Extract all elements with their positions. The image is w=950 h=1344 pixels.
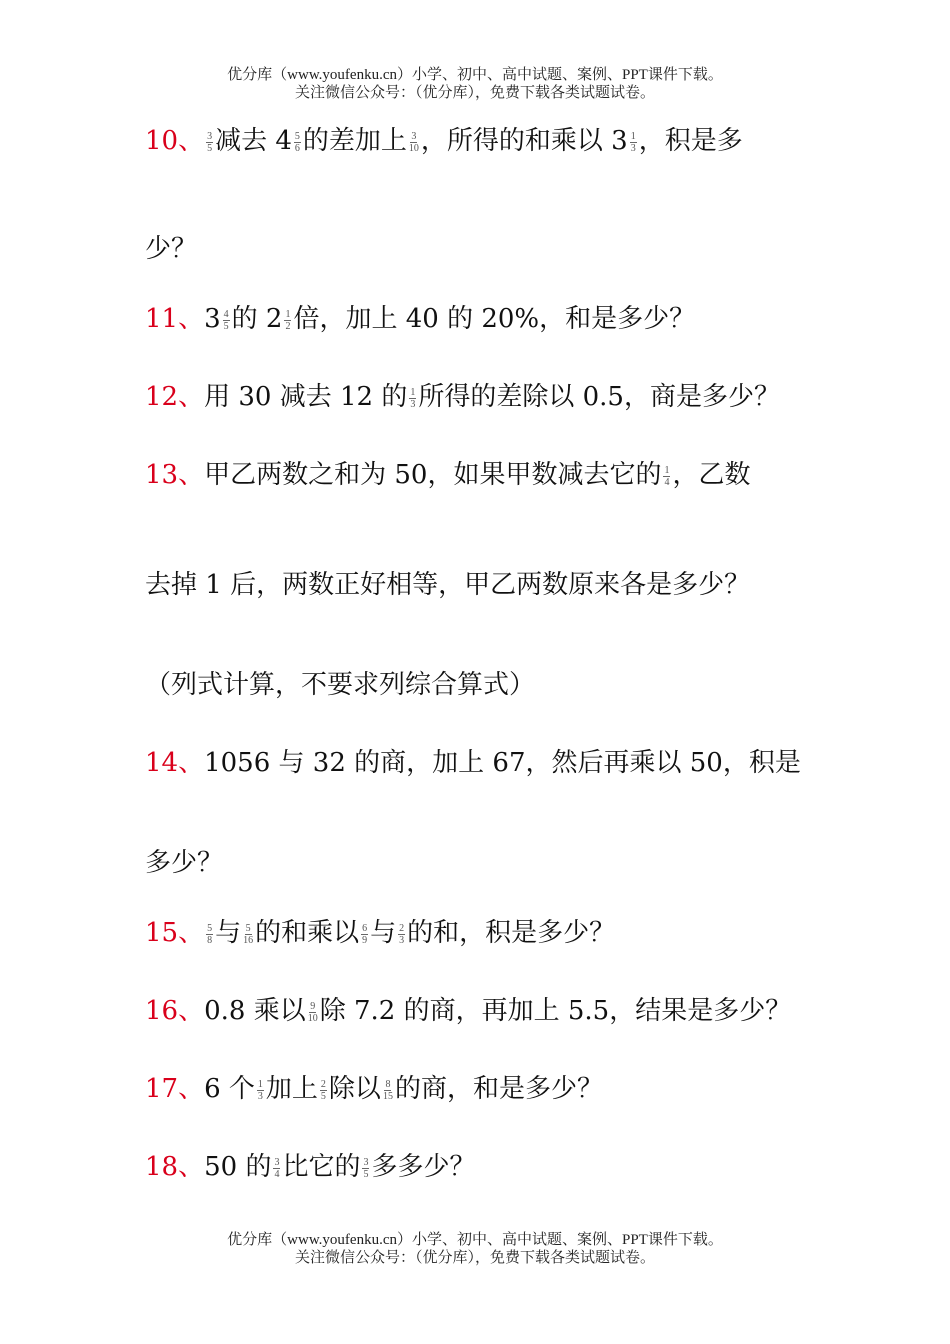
problem-text: 50 的	[204, 1152, 272, 1182]
numerator: 3	[363, 1156, 369, 1168]
denominator: 5	[223, 320, 229, 332]
denominator: 4	[664, 476, 670, 488]
fraction	[383, 1079, 393, 1102]
fraction	[284, 309, 291, 332]
problem-15	[145, 916, 615, 950]
denominator: 4	[274, 1168, 280, 1180]
problem-11	[145, 302, 695, 336]
problem-number: 18、	[145, 1152, 205, 1182]
problem-number: 15、	[145, 918, 205, 948]
header-line-1: 优分库（www.youfenku.cn）小学、初中、高中试题、案例、PPT课件下载。	[227, 67, 723, 83]
problem-13	[145, 458, 750, 492]
problem-10	[145, 124, 743, 158]
fraction	[663, 465, 670, 488]
problem-text: 0.8 乘以	[204, 996, 306, 1026]
problem-text: 比它的	[282, 1152, 361, 1182]
numerator: 8	[385, 1078, 391, 1090]
denominator: 3	[399, 934, 405, 946]
problem-text: 加上	[265, 1074, 318, 1104]
denominator: 9	[362, 934, 368, 946]
problem-text: 除 7.2 的商，再加上 5.5，结果是多少？	[319, 996, 792, 1026]
problem-text: 3	[204, 304, 221, 334]
problem-number: 14、	[145, 748, 205, 778]
problem-text: 的差加上	[302, 126, 407, 156]
numerator: 2	[320, 1078, 326, 1090]
numerator: 3	[274, 1156, 280, 1168]
problem-text: ，所得的和乘以 3	[420, 126, 628, 156]
fraction	[273, 1157, 280, 1180]
problem-12	[145, 380, 780, 414]
page-footer	[0, 1231, 950, 1267]
numerator: 1	[410, 386, 416, 398]
fraction	[257, 1079, 264, 1102]
denominator: 5	[363, 1168, 369, 1180]
denominator: 5	[207, 142, 213, 154]
problem-number: 11、	[145, 304, 205, 334]
denominator: 8	[207, 934, 213, 946]
fraction	[320, 1079, 327, 1102]
numerator: 9	[310, 1000, 316, 1012]
fraction	[206, 923, 213, 946]
problem-text: 减去 4	[215, 126, 292, 156]
denominator: 16	[243, 934, 254, 946]
numerator: 3	[411, 130, 417, 142]
fraction	[294, 131, 301, 154]
fraction	[362, 1157, 369, 1180]
problem-number: 16、	[145, 996, 205, 1026]
fraction	[243, 923, 253, 946]
fraction	[206, 131, 213, 154]
problem-text: 用 30 减去 12 的	[204, 382, 408, 412]
problem-number: 17、	[145, 1074, 205, 1104]
problem-number: 12、	[145, 382, 205, 412]
denominator: 3	[257, 1090, 263, 1102]
problem-13-continuation: 去掉 1 后，两数正好相等，甲乙两数原来各是多少？	[145, 570, 751, 600]
problem-text: 倍，加上 40 的 20%，和是多少？	[293, 304, 696, 334]
denominator: 10	[307, 1012, 318, 1024]
numerator: 4	[223, 308, 229, 320]
denominator: 10	[408, 142, 419, 154]
problem-text: 6 个	[204, 1074, 255, 1104]
numerator: 1	[630, 130, 636, 142]
denominator: 15	[382, 1090, 393, 1102]
problem-17	[145, 1072, 603, 1106]
footer-line-1: 优分库（www.youfenku.cn）小学、初中、高中试题、案例、PPT课件下载。	[227, 1232, 723, 1248]
fraction	[398, 923, 405, 946]
header-line-2: 关注微信公众号：（优分库），免费下载各类试题试卷。	[294, 85, 655, 101]
denominator: 6	[294, 142, 300, 154]
problem-text: 除以	[328, 1074, 381, 1104]
problem-10-continuation: 少？	[145, 234, 198, 264]
numerator: 5	[245, 922, 251, 934]
problem-text: 与	[370, 918, 397, 948]
problem-text: 甲乙两数之和为 50，如果甲数减去它的	[204, 460, 662, 490]
fraction	[409, 131, 419, 154]
problem-text: 与	[215, 918, 242, 948]
numerator: 2	[399, 922, 405, 934]
numerator: 1	[664, 464, 670, 476]
fraction	[630, 131, 637, 154]
problem-text: 所得的差除以 0.5，商是多少？	[418, 382, 780, 412]
problem-text: 的 2	[231, 304, 283, 334]
problem-text: 1056 与 32 的商，加上 67，然后再乘以 50，积是	[204, 748, 801, 778]
problem-text: ，积是多	[638, 126, 743, 156]
problem-text: 多多少？	[371, 1152, 476, 1182]
problem-text: 的和乘以	[255, 918, 360, 948]
numerator: 3	[207, 130, 213, 142]
fraction	[409, 387, 416, 410]
problem-18	[145, 1150, 475, 1184]
problem-14	[145, 746, 801, 780]
numerator: 1	[257, 1078, 263, 1090]
denominator: 3	[630, 142, 636, 154]
page-header	[0, 66, 950, 102]
fraction	[361, 923, 368, 946]
problem-text: ，乙数	[672, 460, 751, 490]
problem-text: 的和，积是多少？	[407, 918, 616, 948]
fraction	[223, 309, 230, 332]
problem-13-note: （列式计算，不要求列综合算式）	[145, 670, 536, 700]
numerator: 1	[285, 308, 291, 320]
problem-text: 的商，和是多少？	[394, 1074, 603, 1104]
problem-number: 13、	[145, 460, 205, 490]
numerator: 5	[294, 130, 300, 142]
fraction	[308, 1001, 318, 1024]
problem-14-continuation: 多少？	[145, 848, 224, 878]
problem-number: 10、	[145, 126, 205, 156]
problem-16	[145, 994, 791, 1028]
footer-line-2: 关注微信公众号：（优分库），免费下载各类试题试卷。	[294, 1250, 655, 1266]
denominator: 3	[410, 398, 416, 410]
numerator: 5	[207, 922, 213, 934]
numerator: 6	[362, 922, 368, 934]
denominator: 5	[320, 1090, 326, 1102]
denominator: 2	[285, 320, 291, 332]
